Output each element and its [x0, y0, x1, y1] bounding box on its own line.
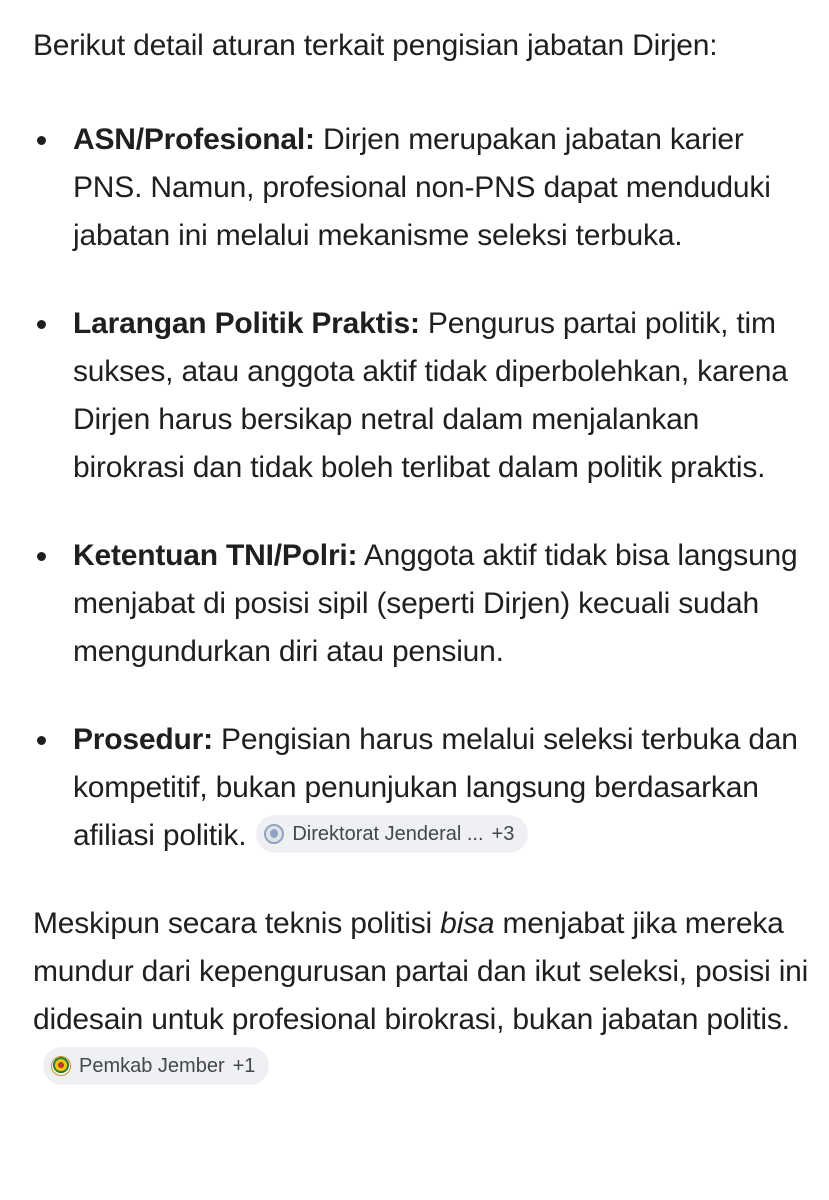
response-content	[33, 22, 813, 1092]
rules-list	[33, 116, 813, 860]
item-title: Prosedur:	[73, 723, 213, 756]
source-chip-count: +3	[491, 823, 515, 846]
crest-icon	[51, 1056, 71, 1076]
source-chip-pemkab[interactable]	[43, 1047, 269, 1085]
item-title: Ketentuan TNI/Polri:	[73, 539, 358, 572]
intro-paragraph: Berikut detail aturan terkait pengisian jabatan Dirjen:	[33, 29, 718, 62]
source-chip-label: Direktorat Jenderal ...	[292, 823, 484, 846]
source-chip-direktorat[interactable]	[256, 815, 528, 853]
item-body: Pengurus partai politik, tim sukses, atau anggota aktif tidak diperbolehkan, karena Dirjen harus bersikap netral dalam menjalankan birokrasi dan tidak boleh terlibat dalam politik praktis.	[73, 307, 788, 484]
list-item	[33, 532, 813, 676]
source-chip-label: Pemkab Jember	[79, 1055, 225, 1078]
bullet-dot	[37, 136, 46, 145]
bullet-dot	[37, 736, 46, 745]
bullet-dot	[37, 552, 46, 561]
item-title: Larangan Politik Praktis:	[73, 307, 420, 340]
item-title: ASN/Profesional:	[73, 123, 315, 156]
item-body: Pengisian harus melalui seleksi terbuka dan kompetitif, bukan penunjukan langsung berdasarkan afiliasi politik.	[73, 723, 798, 852]
list-item	[33, 300, 813, 492]
item-body: Anggota aktif tidak bisa langsung menjabat di posisi sipil (seperti Dirjen) kecuali sudah mengundurkan diri atau pensiun.	[73, 539, 798, 668]
list-item	[33, 716, 813, 860]
source-chip-count: +1	[232, 1055, 256, 1078]
closing-text-after: menjabat jika mereka mundur dari kepengurusan partai dan ikut seleksi, posisi ini didesain untuk profesional birokrasi, bukan jabatan politis.	[33, 907, 809, 1036]
item-body: Dirjen merupakan jabatan karier PNS. Namun, profesional non-PNS dapat menduduki jabatan ini melalui mekanisme seleksi terbuka.	[73, 123, 771, 252]
globe-icon	[264, 824, 284, 844]
closing-text-italic: bisa	[440, 907, 495, 940]
list-item	[33, 116, 813, 260]
bullet-dot	[37, 320, 46, 329]
closing-text-before: Meskipun secara teknis politisi	[33, 907, 441, 940]
closing-paragraph	[33, 900, 813, 1092]
